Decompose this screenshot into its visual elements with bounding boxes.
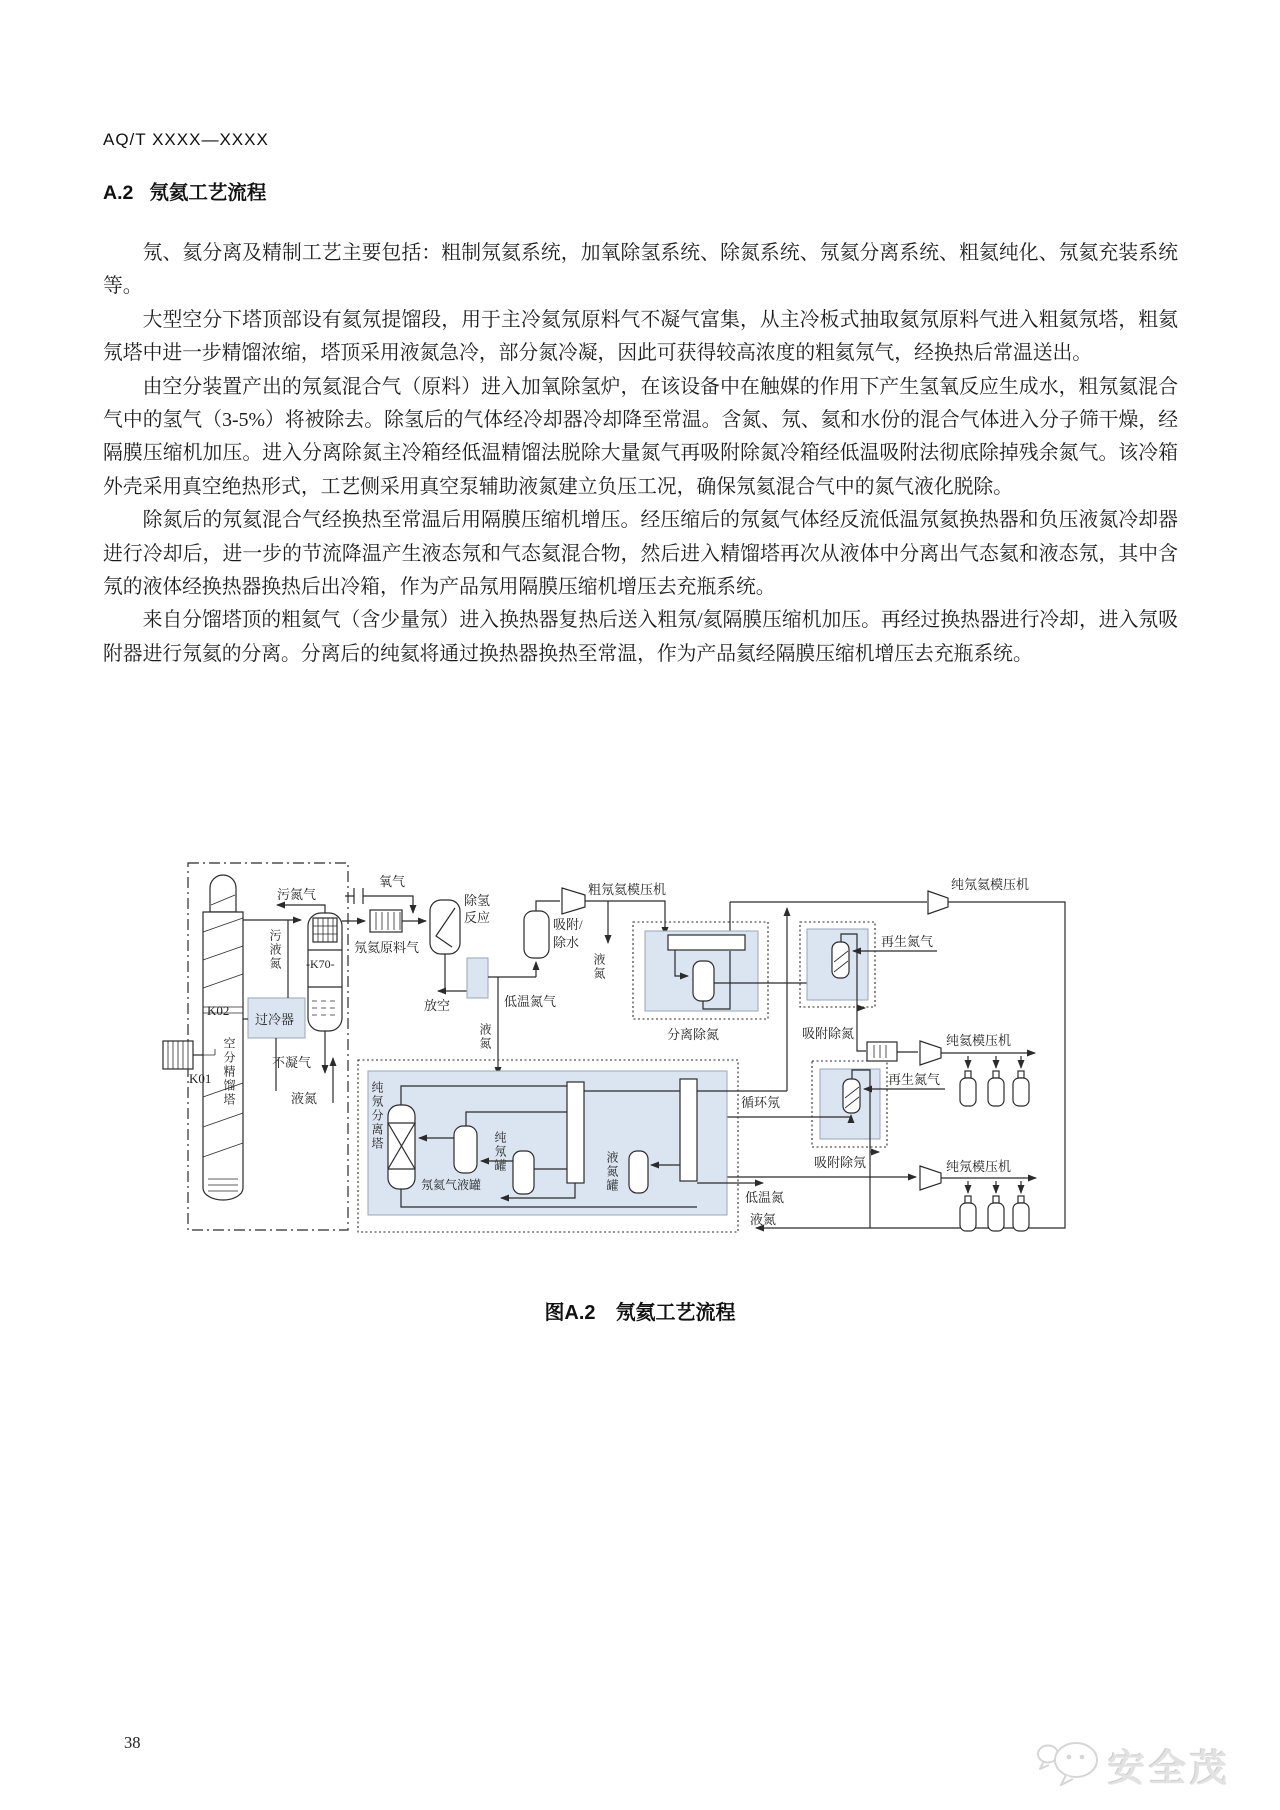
nitrogen-adsorption-box: [800, 922, 937, 1051]
body-paragraph: 来自分馏塔顶的粗氦气（含少量氖）进入换热器复热后送入粗氖/氦隔膜压缩机加压。再经过换热器进行冷却，进入氖吸附器进行氖氦的分离。分离后的纯氦将通过换热器换热至常温，作为产品氦经隔膜压缩机增压去充瓶系统。: [103, 609, 1178, 665]
waste-nitrogen-gas-label: 污氮气: [277, 887, 317, 902]
neon-adsorption-box: [697, 1061, 945, 1228]
section-title: 氖氦工艺流程: [149, 182, 267, 204]
gas-bottle: [988, 1071, 1004, 1106]
gas-bottle: [960, 1071, 976, 1106]
feed-gas-hx: [342, 910, 426, 955]
gas-bottle: [1013, 1071, 1029, 1106]
section-heading: [103, 177, 1178, 205]
body-text: [103, 237, 1178, 671]
figure-caption: [0, 1296, 1280, 1325]
gas-liquid-tank-label: 氖氦气液罐: [421, 1178, 482, 1192]
body-paragraph: 氖、氦分离及精制工艺主要包括：粗制氖氦系统，加氧除氢系统、除氮系统、氖氦分离系统、粗氦纯化、氖氦充装系统等。: [103, 242, 1178, 298]
pure-compressor-label: 纯氖氦模压机: [951, 877, 1030, 892]
pure-helium-compressor-label: 纯氦模压机: [946, 1033, 1012, 1048]
subcooler: [248, 998, 305, 1038]
watermark: [1036, 1738, 1231, 1794]
recycle-neon-label: 循环氖: [741, 1095, 781, 1110]
cold-nitrogen-label: 低温氮: [745, 1190, 785, 1205]
dryer-label-line2: 除水: [553, 935, 580, 950]
figure-caption-number: 图A.2: [544, 1302, 596, 1324]
pure-neon-tank-label: 纯氖罐: [493, 1131, 507, 1173]
chat-bubbles-icon: [1036, 1738, 1102, 1794]
cold-nitrogen-gas-label: 低温氮气: [504, 994, 557, 1009]
liquid-nitrogen-label: 液氮: [750, 1212, 777, 1227]
document-content: [103, 130, 1178, 671]
vent-and-cooler: [424, 954, 556, 1075]
column-tag-k01: K01: [189, 1071, 212, 1086]
liquid-nitrogen-tank-label: 液氮罐: [605, 1151, 619, 1193]
oxygen-feed: [345, 874, 413, 913]
gas-bottle: [1013, 1196, 1029, 1231]
waste-liquid-nitrogen-label: 污液氮: [268, 929, 282, 971]
body-paragraph: 由空分装置产出的氖氦混合气（原料）进入加氧除氢炉，在该设备中在触媒的作用下产生氢氧反应生成水，粗氖氦混合气中的氢气（3-5%）将被除去。除氢后的气体经冷却器冷却降至常温。含氮、氖、氦和水份的混合气体进入分子筛干燥，经隔膜压缩机加压。进入分离除氮主冷箱经低温精馏法脱除大量氮气再吸附除氮冷箱经低温吸附法彻底除掉残余氮气。该冷箱外壳采用真空绝热形式，工艺侧采用真空泵辅助液氮建立负压工况，确保氖氦混合气中的氮气液化脱除。: [103, 375, 1178, 498]
process-flow-diagram: [155, 755, 1075, 1255]
figure-area: [155, 755, 1075, 1255]
neon-adsorption-label: 吸附除氖: [814, 1155, 867, 1170]
crude-compressor-label: 粗氖氦模压机: [588, 882, 667, 897]
regeneration-nitrogen-label: 再生氮气: [881, 934, 934, 949]
air-separation-column-label: 空分精馏塔: [222, 1037, 236, 1107]
liquid-nitrogen-label: 液氮: [592, 953, 606, 981]
column-tag-k02: K02: [207, 1003, 230, 1018]
section-number: A.2: [103, 182, 134, 204]
feed-gas-label: 氖氦原料气: [354, 940, 420, 955]
nitrogen-separation-label: 分离除氮: [667, 1027, 720, 1042]
page-number: 38: [124, 1733, 141, 1752]
non-condensable-gas-label: 不凝气: [272, 1055, 312, 1070]
column-tag-k70: -K70-: [306, 957, 335, 971]
dryer-label-line1: 吸附/: [553, 917, 583, 932]
nitrogen-adsorption-label: 吸附除氮: [802, 1026, 855, 1041]
regeneration-nitrogen-label: 再生氮气: [888, 1072, 941, 1087]
gas-bottle: [988, 1196, 1004, 1231]
pure-helium-filling: [867, 1033, 1035, 1106]
deoxo-label-line2: 反应: [464, 910, 491, 925]
body-paragraph: 除氮后的氖氦混合气经换热至常温后用隔膜压缩机增压。经压缩后的氖氦气体经反流低温氖氦换热器和负压液氮冷却器进行冷却后，进一步的节流降温产生液态氖和气态氦混合物，然后进入精馏塔再次从液体中分离出气态氦和液态氖，其中含氖的液体经换热器换热后出冷箱，作为产品氖用隔膜压缩机增压去充瓶系统。: [103, 509, 1178, 599]
vent-label: 放空: [424, 998, 451, 1013]
body-paragraph: 大型空分下塔顶部设有氦氖提馏段，用于主冷氦氖原料气不凝气富集，从主冷板式抽取氦氖原料气进入粗氦氖塔，粗氦氖塔中进一步精馏浓缩，塔顶采用液氮急冷，部分氮冷凝，因此可获得较高浓度的粗氦氖气，经换热后常温送出。: [103, 308, 1178, 365]
liquid-nitrogen-label: 液氮: [478, 1023, 492, 1051]
oxygen-label: 氧气: [379, 874, 406, 889]
deoxo-label-line1: 除氢: [464, 893, 491, 908]
gas-bottle: [960, 1196, 976, 1231]
watermark-text: 安全茂: [1108, 1748, 1231, 1789]
pure-neon-compressor-label: 纯氖模压机: [946, 1159, 1012, 1174]
figure-caption-title: 氖氦工艺流程: [615, 1302, 736, 1324]
neon-helium-separation-coldbox: [358, 1060, 787, 1232]
liquid-nitrogen-label: 液氮: [291, 1091, 318, 1106]
deoxo-reactor: [430, 893, 490, 954]
k70-column: [306, 913, 342, 1031]
pure-neon-column-label: 纯氖分离塔: [370, 1081, 384, 1151]
standard-code: AQ/T XXXX—XXXX: [103, 130, 269, 149]
subcooler-label: 过冷器: [255, 1012, 295, 1027]
